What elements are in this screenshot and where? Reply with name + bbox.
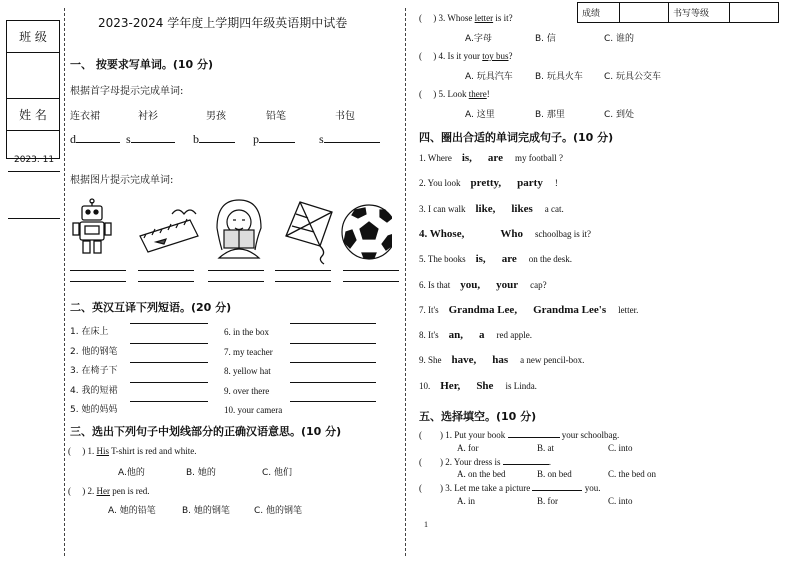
option[interactable]: C. 谁的 [604,34,635,44]
choice-b[interactable]: are [487,152,503,164]
name-label: 姓 名 [7,99,60,131]
section1-sub1: 根据首字母提示完成单词: [70,86,184,97]
option[interactable]: C. 玩具公交车 [604,72,662,82]
translate-left-col: 1. 在床上 2. 他的钢笔 3. 在椅子下 4. 我的短裙 5. 她的妈妈 [70,323,117,421]
student-info-table [6,20,60,159]
choice-a[interactable]: an, [448,329,463,342]
circle-choice-item: 7. It's Grandma Lee, Grandma Lee's letter. [419,303,639,316]
option[interactable]: C. into [608,443,633,453]
choice-b[interactable]: a [479,329,485,342]
section3-q5: ( ) 5. Look there! [419,89,490,99]
kite-icon [286,202,332,264]
choice-a[interactable]: have, [451,354,477,367]
option[interactable]: B. 她的钢笔 [182,506,230,516]
section5-q2: ( ) 2. Your dress is . [419,457,552,467]
choice-a[interactable]: you, [460,278,481,291]
option[interactable]: A.他的 [118,468,145,478]
word-cn: 连衣裙 [70,111,100,122]
option[interactable]: B. 信 [535,34,556,44]
picture-row [72,198,392,268]
option[interactable]: C. the bed on [608,469,656,479]
translate-right-col: 6. in the box 7. my teacher 8. yellow hat 9. over there 10. your camera [224,323,282,421]
option[interactable]: A. in [457,496,475,506]
choice-b[interactable]: likes [511,202,533,215]
circle-choice-item: 10. Her, She is Linda. [419,379,537,392]
option[interactable]: C. 他的钢笔 [254,506,303,516]
score-box [577,2,779,23]
word-cn: 男孩 [206,111,226,122]
option[interactable]: B. 她的 [186,468,216,478]
circle-choice-item: 8. It's an, a red apple. [419,329,532,342]
section3-q3: ( ) 3. Whose letter is it? [419,13,513,23]
page-number: 1 [424,520,428,529]
robot-icon [73,199,111,253]
option[interactable]: B. for [537,496,558,506]
choice-b[interactable]: Who [500,227,523,240]
football-icon [342,205,392,259]
section3-q2: ( ) 2. Her pen is red. [68,486,150,496]
option[interactable]: B. 玩具火车 [535,72,583,82]
option[interactable]: C. 他们 [262,468,293,478]
option[interactable]: C. into [608,496,633,506]
ruler-icon [140,210,198,252]
section5-q3: ( ) 3. Let me take a picture you. [419,483,601,493]
option[interactable]: C. 到处 [604,110,635,120]
choice-b[interactable]: has [492,354,509,367]
choice-a[interactable]: pretty, [470,177,502,190]
choice-b[interactable]: your [496,278,519,291]
option[interactable]: A. for [457,443,479,453]
exam-date: 2023. 11 [14,155,55,165]
word-cn: 书包 [335,111,355,122]
section5-q1: ( ) 1. Put your book your schoolbag. [419,430,620,440]
circle-choice-item: 9. She have, has a new pencil-box. [419,354,585,367]
choice-a[interactable]: Her, [440,379,461,392]
answer-blank[interactable] [259,142,295,143]
circle-choice-item: 1. Where is, are my football ? [419,152,563,164]
option[interactable]: A. on the bed [457,469,506,479]
class-label: 班 级 [7,21,60,53]
circle-choice-item: 3. I can walk like, likes a cat. [419,202,564,215]
answer-blank[interactable] [324,142,380,143]
section1-sub2: 根据图片提示完成单词: [70,175,174,186]
option[interactable]: B. on bed [537,469,572,479]
option[interactable]: B. at [537,443,554,453]
option[interactable]: A.字母 [465,34,492,44]
word-cn: 铅笔 [266,111,286,122]
score-label: 成绩 [578,3,620,23]
option[interactable]: A. 她的铅笔 [108,506,156,516]
choice-a[interactable]: is, [461,152,472,164]
section1-heading: 一、 按要求写单词。(10 分) [70,58,214,71]
answer-blank[interactable] [76,142,120,143]
answer-blank[interactable] [131,142,175,143]
answer-blank[interactable] [199,142,235,143]
choice-a[interactable]: like, [475,202,496,215]
choice-a[interactable]: Grandma Lee, [448,303,518,316]
circle-choice-item: 4. Whose, Who schoolbag is it? [419,227,591,240]
circle-choice-item: 6. Is that you, your cap? [419,278,547,291]
initial-letter-row: d s b p s [70,132,390,148]
section3-q4: ( ) 4. Is it your toy bus? [419,51,513,61]
section5-heading: 五、选择填空。(10 分) [419,410,537,423]
handwriting-label: 书写等级 [669,3,730,23]
choice-a[interactable]: is, [475,253,486,266]
section3-heading: 三、选出下列句子中划线部分的正确汉语意思。(10 分) [70,425,342,438]
choice-b[interactable]: Grandma Lee's [533,303,607,316]
page-title: 2023-2024 学年度上学期四年级英语期中试卷 [98,16,348,30]
section4-heading: 四、圈出合适的单词完成句子。(10 分) [419,131,614,144]
section2-heading: 二、英汉互译下列短语。(20 分) [70,301,232,314]
option[interactable]: A. 这里 [465,110,495,120]
circle-choice-item: 2. You look pretty, party ! [419,177,558,190]
choice-b[interactable]: She [476,379,494,392]
option[interactable]: A. 玩具汽车 [465,72,513,82]
section3-q1: ( ) 1. His T-shirt is red and white. [68,446,197,456]
circle-choice-item: 5. The books is, are on the desk. [419,253,573,266]
option[interactable]: B. 那里 [535,110,565,120]
word-cn: 衬衫 [138,111,158,122]
choice-b[interactable]: party [517,177,543,190]
girl-reading-icon [217,200,261,258]
choice-b[interactable]: are [501,253,517,266]
